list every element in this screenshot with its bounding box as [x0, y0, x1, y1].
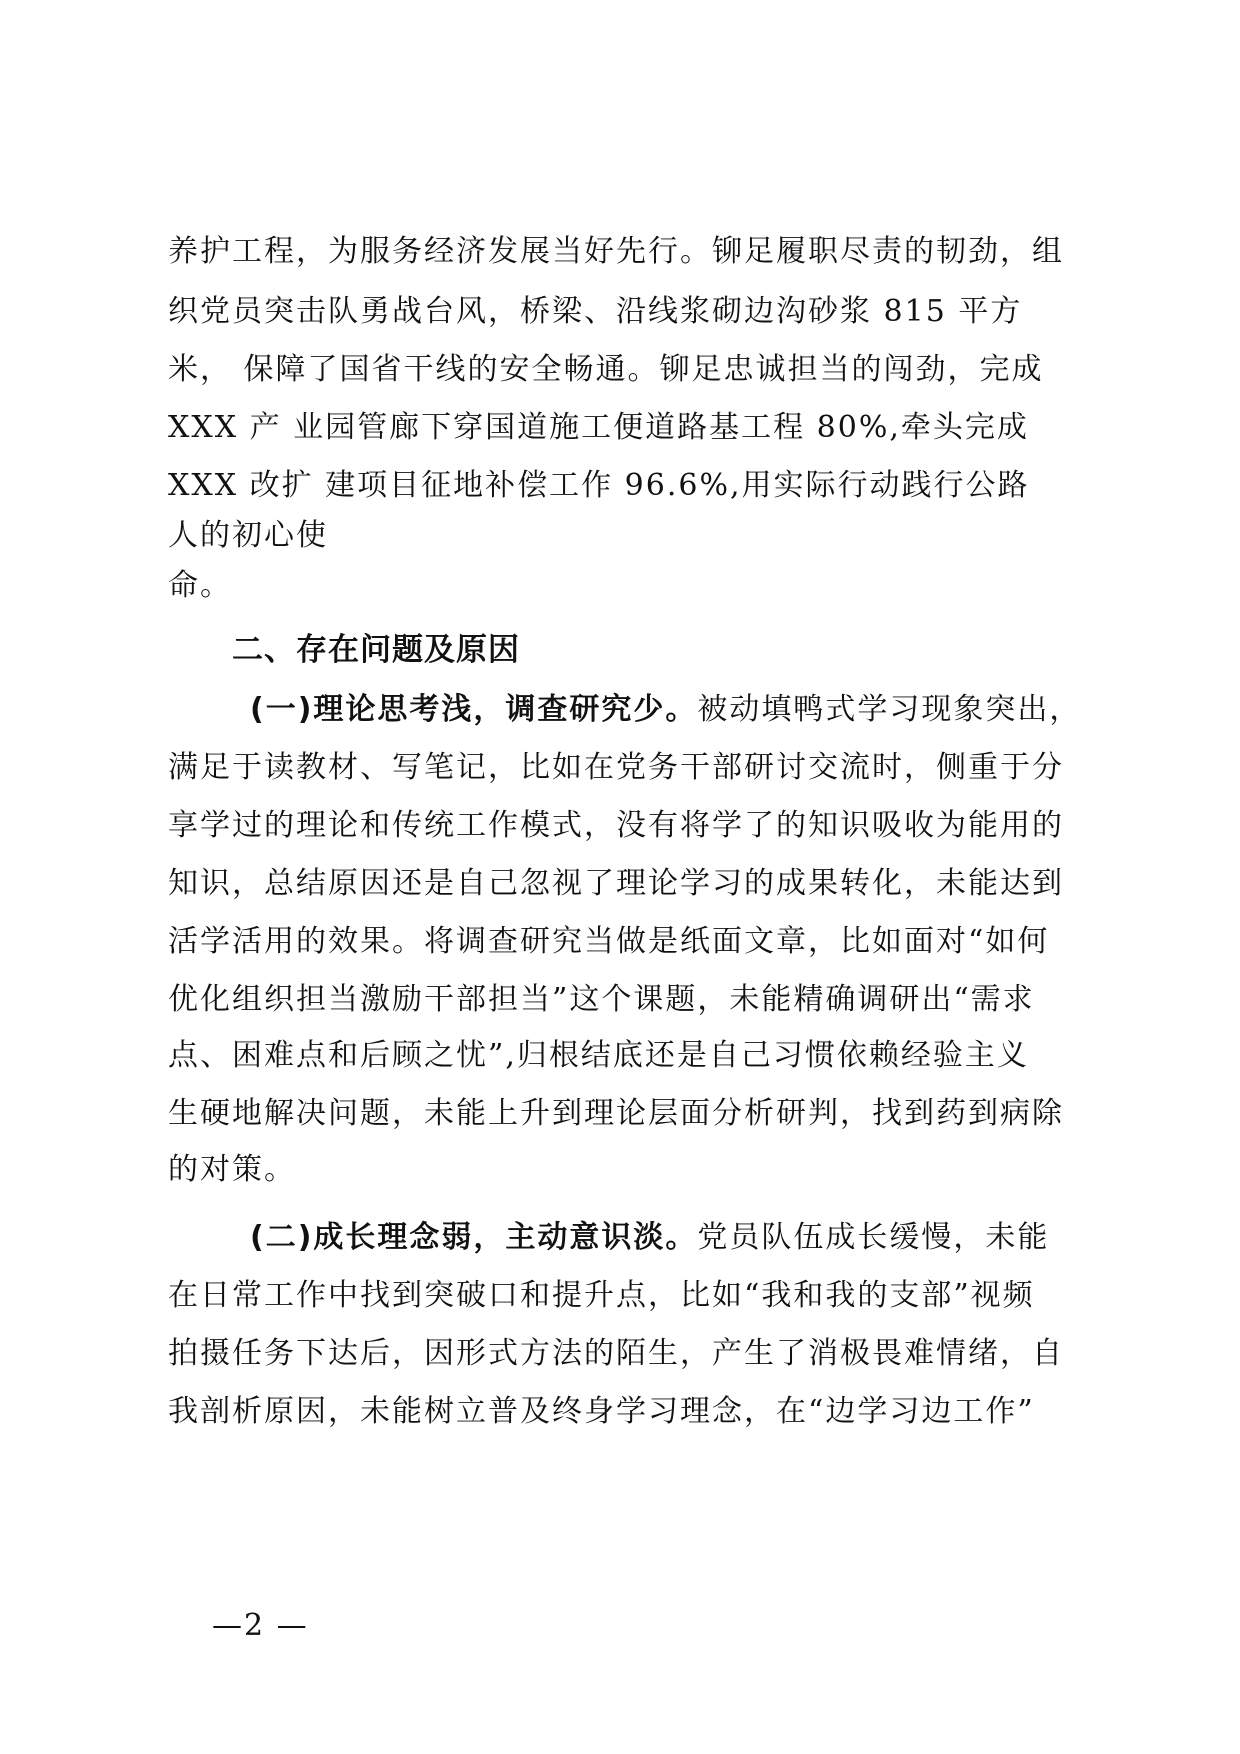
paragraph-line: 生硬地解决问题，未能上升到理论层面分析研判，找到药到病除	[168, 1096, 1064, 1131]
paragraph-line: 养护工程，为服务经济发展当好先行。铆足履职尽责的韧劲，组	[168, 234, 1064, 269]
subsection-lead-rest: 被动填鸭式学习现象突出，	[697, 692, 1082, 727]
paragraph-line: XXX 产 业园管廊下穿国道施工便道路基工程 80%,牵头完成	[168, 410, 1029, 445]
section-heading: 二、存在问题及原因	[232, 632, 520, 668]
paragraph-line: 我剖析原因，未能树立普及终身学习理念，在“边学习边工作”	[168, 1394, 1035, 1429]
paragraph-line: 织党员突击队勇战台风，桥梁、沿线浆砌边沟砂浆 815 平方	[168, 294, 1023, 329]
paragraph-line: 满足于读教材、写笔记，比如在党务干部研讨交流时，侧重于分	[168, 750, 1064, 785]
paragraph-line: 享学过的理论和传统工作模式，没有将学了的知识吸收为能用的	[168, 808, 1064, 843]
paragraph-line: 拍摄任务下达后，因形式方法的陌生，产生了消极畏难情绪，自	[168, 1336, 1064, 1371]
paragraph-line: XXX 改扩 建项目征地补偿工作 96.6%,用实际行动践行公路	[168, 468, 1030, 503]
page-number: —2 —	[212, 1608, 309, 1643]
paragraph-line: 人的初心使	[168, 518, 328, 553]
paragraph-line: 命。	[168, 568, 232, 603]
paragraph-line: 在日常工作中找到突破口和提升点，比如“我和我的支部”视频	[168, 1278, 1035, 1313]
paragraph-line: 点、困难点和后顾之忧”,归根结底还是自己习惯依赖经验主义	[168, 1038, 1029, 1073]
paragraph-line: 知识，总结原因还是自己忽视了理论学习的成果转化，未能达到	[168, 866, 1064, 901]
paragraph-line: 的对策。	[168, 1152, 296, 1187]
subsection-lead: (二)成长理念弱，主动意识淡。	[250, 1220, 698, 1255]
subsection-lead: (一)理论思考浅，调查研究少。	[250, 692, 698, 727]
paragraph-line: 米， 保障了国省干线的安全畅通。铆足忠诚担当的闯劲，完成	[168, 352, 1044, 387]
subsection-lead-rest: 党员队伍成长缓慢，未能	[697, 1220, 1050, 1255]
subsection-first-line	[250, 1218, 1088, 1258]
paragraph-line: 活学活用的效果。将调查研究当做是纸面文章，比如面对“如何	[168, 924, 1050, 959]
paragraph-line: 优化组织担当激励干部担当”这个课题，未能精确调研出“需求	[168, 982, 1035, 1017]
subsection-first-line	[250, 690, 1088, 730]
